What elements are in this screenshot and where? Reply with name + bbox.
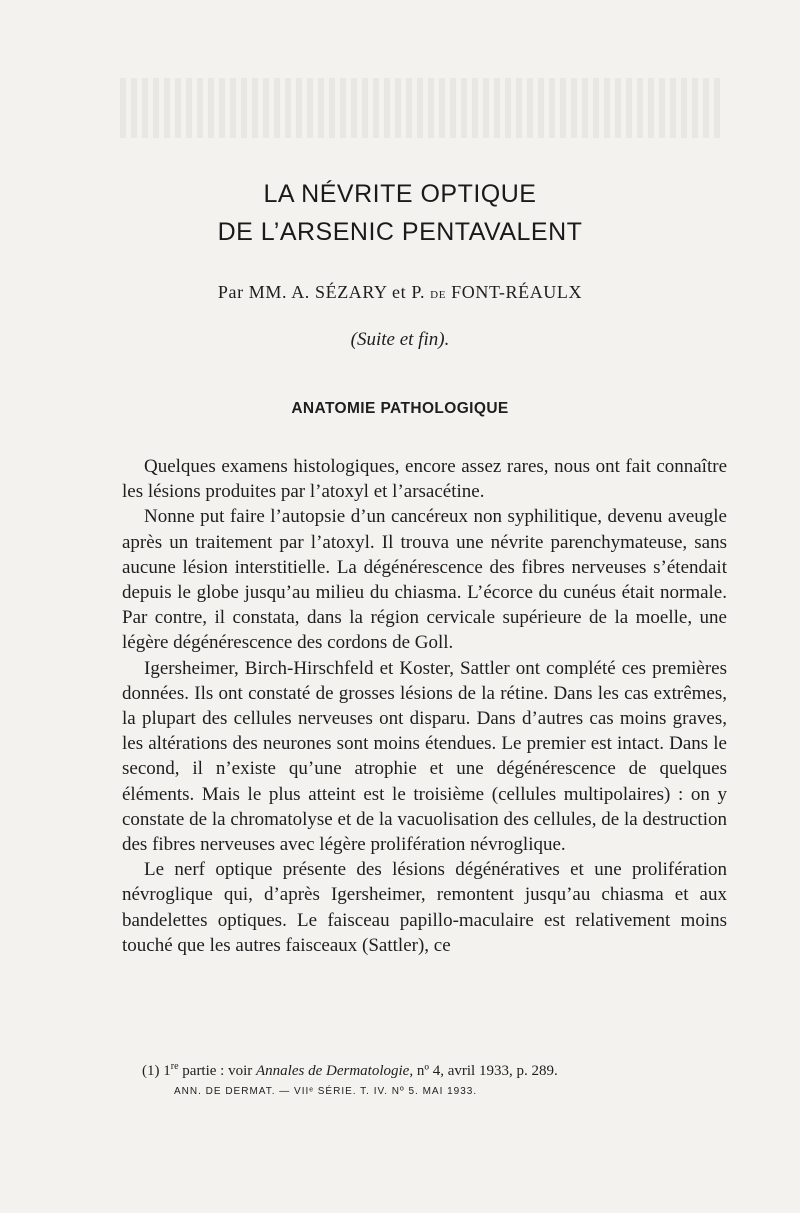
footnote-journal: Annales de Dermatologie, (256, 1063, 414, 1079)
authors-surname: FONT-RÉAULX (451, 282, 583, 302)
suite-et-fin: (Suite et fin). (350, 329, 450, 350)
article-title-line-2: DE L’ARSENIC PENTAVALENT (217, 218, 583, 246)
body-text (122, 454, 727, 958)
article-title-line-1: LA NÉVRITE OPTIQUE (263, 180, 537, 208)
footnote-part-sup: re (170, 1061, 179, 1072)
paragraph-4: Le nerf optique présente des lésions dégénératives et une prolifération névroglique qui, d’après Igersheimer, remontent jusqu’au chiasma et aux bandelettes optiques. Le faisceau papillo-maculaire est relativement moins touché que les autres faisceaux (Sattler), ce (122, 859, 727, 956)
running-footer: ANN. DE DERMAT. — VIIᵉ SÉRIE. T. IV. Nº 5. MAI 1933. (174, 1086, 478, 1097)
paragraph-1: Quelques examens histologiques, encore assez rares, nous ont fait connaître les lésions produites par l’atoxyl et l’arsacétine. (122, 456, 727, 503)
paragraph-2: Nonne put faire l’autopsie d’un cancéreux non syphilitique, devenu aveugle après un traitement par l’atoxyl. Il trouva une névrite parenchymateuse, sans aucune lésion interstitielle. La dégénérescence des fibres nerveuses s’étendait depuis le globe jusqu’au milieu du chiasma. L’écorce du cunéus était normale. Par contre, il constata, dans la région cervicale supérieure de la moelle, une légère dégénérescence des cordons de Goll. (122, 506, 727, 654)
footnote-part-num: 1 (163, 1063, 171, 1079)
footnote (142, 1061, 742, 1080)
section-heading: ANATOMIE PATHOLOGIQUE (291, 400, 509, 417)
authors-line (0, 282, 800, 303)
paragraph-3: Igersheimer, Birch-Hirschfeld et Koster, Sattler ont complété ces premières données. Ils ont constaté de grosses lésions de la rétine. Dans les cas extrêmes, la plupart des cellules nerveuses ont disparu. Dans d’autres cas moins graves, les altérations des neurones sont moins étendues. Le premier est intact. Dans le second, il n’existe qu’une atrophie et une dégénérescence de quelques éléments. Mais le plus atteint est le troisième (cellules multipolaires) : on y constate de la chromatolyse et de la vacuolisation des cellules, de la destruction des fibres nerveuses avec légère prolifération névroglique. (122, 657, 727, 856)
footnote-part-text: partie : voir (178, 1063, 257, 1079)
footnote-rest: nº 4, avril 1933, p. 289. (413, 1063, 558, 1079)
authors-prefix: Par MM. A. SÉZARY et P. (217, 282, 426, 302)
authors-particle: de (430, 285, 447, 302)
footnote-marker: (1) (142, 1063, 160, 1079)
show-through-text (120, 78, 720, 138)
